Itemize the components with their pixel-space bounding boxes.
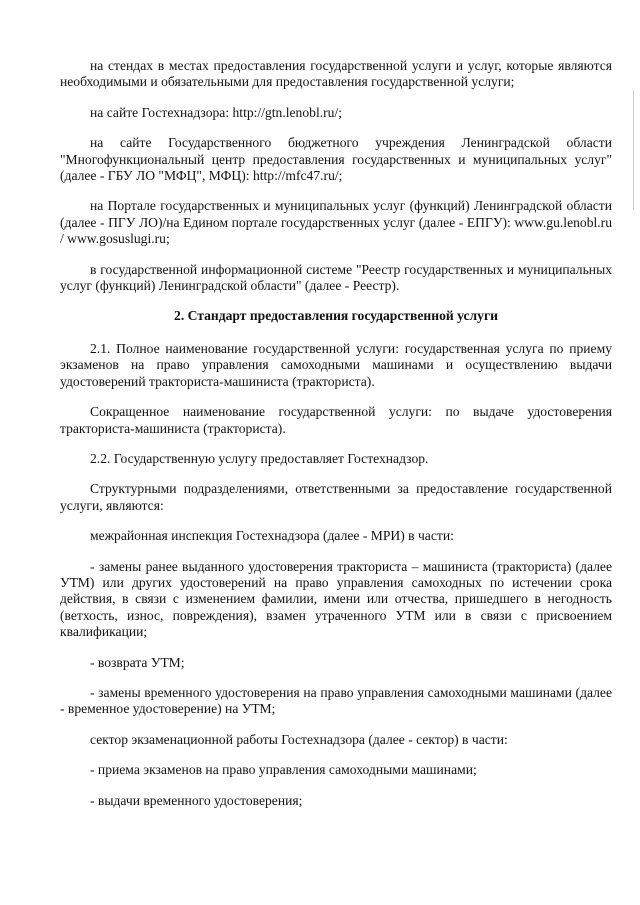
paragraph-sector: сектор экзаменационной работы Гостехнадзора (далее - сектор) в части: [90,731,508,747]
paragraph-mri: межрайонная инспекция Гостехнадзора (далее - МРИ) в части: [90,528,454,544]
paragraph-short-name: Сокращенное наименование государственной услуги: по выдаче удостоверения тракториста-машиниста (тракториста). [60,404,612,436]
list-item-temporary-issue: - выдачи временного удостоверения; [90,792,303,808]
paragraph-full-name: 2.1. Полное наименование государственной услуги: государственная услуга по приему экзаменов на право управления самоходными машинами и осуществлению выдачи удостоверений тракториста-машиниста (тракториста). [60,340,612,389]
paragraph-registry: в государственной информационной системе "Реестр государственных и муниципальных услуг (функций) Ленинградской области" (далее - Реестр). [60,261,612,294]
scan-edge-mark [633,90,634,210]
paragraph-subdivisions: Структурными подразделениями, ответственными за предоставление государственной услуги, являются: [60,481,612,513]
list-item-return: - возврата УТМ; [90,654,185,670]
paragraph-mfc-site: на сайте Государственного бюджетного учреждения Ленинградской области "Многофункциональный центр предоставления государственных и муниципальных услуг" (далее - ГБУ ЛО "МФЦ", МФЦ): http://mfc47.ru/; [60,135,612,184]
paragraph-provider: 2.2. Государственную услугу предоставляет Гостехнадзор. [90,450,429,466]
list-item-temporary-replacement: - замены временного удостоверения на право управления самоходными машинами (далее - временное удостоверение) на УТМ; [60,684,612,717]
section-heading: 2. Стандарт предоставления государственной услуги [174,308,498,324]
list-item-replacement: - замены ранее выданного удостоверения тракториста – машиниста (тракториста) (далее УТМ) или других удостоверений на право управления самоходных по истечении срока действия, в связи с изменением фамилии, имени или отчества, пришедшего в негодность (ветхость, износ, повреждения), взамен утраченного УТМ или в связи с присвоением квалификации; [60,558,612,640]
paragraph-stands: на стендах в местах предоставления государственной услуги и услуг, которые являются необходимыми и обязательными для предоставления государственной услуги; [60,58,612,90]
paragraph-gtn-site: на сайте Гостехнадзора: http://gtn.lenobl.ru/; [90,104,342,120]
paragraph-portal: на Портале государственных и муниципальных услуг (функций) Ленинградской области (далее - ПГУ ЛО)/на Едином портале государственных услуг (далее - ЕПГУ): www.gu.lenobl.ru / www.gosuslugi.ru; [60,198,612,247]
document-page [60,58,612,823]
list-item-exams: - приема экзаменов на право управления самоходными машинами; [90,762,477,778]
